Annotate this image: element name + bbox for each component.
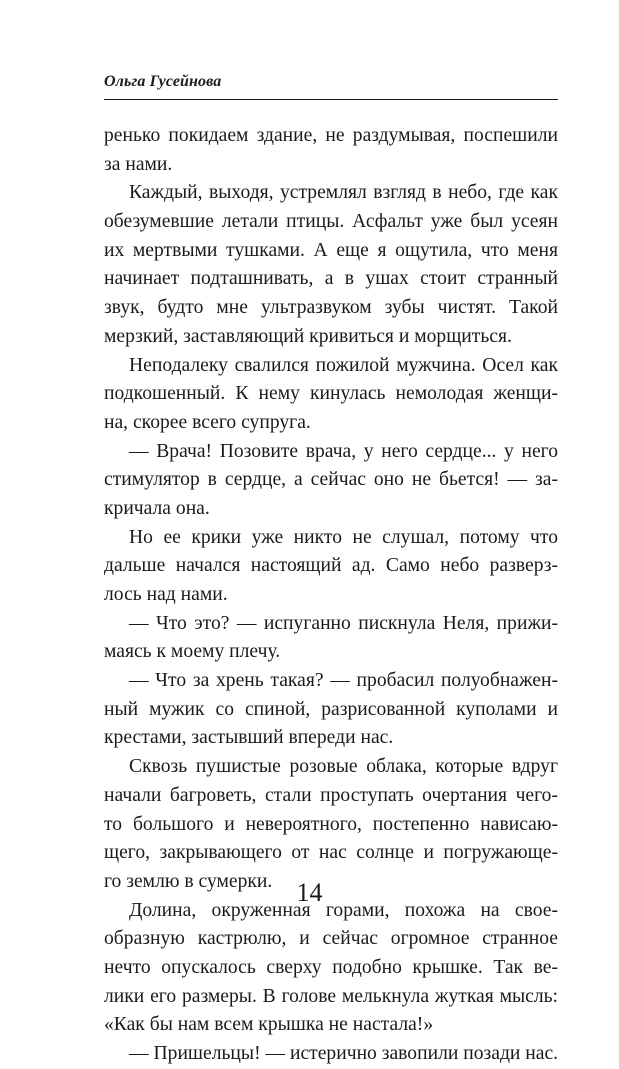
text-line: маясь к моему плечу.	[104, 641, 281, 663]
text-line: Каждый, выходя, устремлял взгляд в небо, где как	[129, 182, 558, 204]
text-line: мерзкий, заставляющий кривиться и морщиться.	[104, 325, 512, 347]
body-text	[104, 122, 558, 1069]
text-line: стимулятор в сердце, а сейчас оно не бьется! — за-	[104, 469, 558, 491]
text-line: образную кастрюлю, и сейчас огромное странное	[104, 928, 558, 950]
header-rule	[104, 99, 558, 100]
text-line: то большого и невероятного, постепенно нависаю-	[104, 813, 558, 835]
text-line: Неподалеку свалился пожилой мужчина. Осел как	[129, 354, 558, 376]
text-line: «Как бы нам всем крышка не настала!»	[104, 1014, 434, 1036]
text-line: обезумевшие летали птицы. Асфальт уже был усеян	[104, 211, 558, 233]
text-line: Но ее крики уже никто не слушал, потому что	[129, 526, 558, 548]
text-line: го землю в сумерки.	[104, 870, 273, 892]
running-title: Ольга Гусейнова	[104, 73, 222, 90]
text-line: подкошенный. К нему кинулась немолодая женщи-	[104, 383, 558, 405]
text-line: нечто опускалось сверху подобно крышке. Так ве-	[104, 956, 558, 978]
text-line: — Пришельцы! — истерично завопили позади нас.	[129, 1043, 559, 1064]
text-line: — Что это? — испуганно пискнула Неля, прижи-	[129, 612, 558, 634]
text-line: щего, закрывающего от нас солнце и погружающе-	[104, 842, 558, 864]
text-line: на, скорее всего супруга.	[104, 411, 311, 433]
text-line: звук, будто мне ультразвуком зубы чистят. Такой	[104, 297, 558, 319]
text-line: дальше начался настоящий ад. Само небо разверз-	[104, 555, 558, 577]
text-line: ный мужик со спиной, разрисованной куполами и	[104, 698, 558, 720]
text-line: за нами.	[104, 153, 173, 175]
text-line: — Врача! Позовите врача, у него сердце... у него	[129, 440, 558, 462]
text-line: лики его размеры. В голове мелькнула жуткая мысль:	[104, 985, 558, 1007]
text-line: ренько покидаем здание, не раздумывая, поспешили	[104, 125, 558, 146]
text-line: Долина, окруженная горами, похожа на свое-	[129, 899, 558, 921]
text-line: кричала она.	[104, 497, 210, 519]
page-number: 14	[296, 878, 323, 907]
text-line: — Что за хрень такая? — пробасил полуобнажен-	[129, 670, 558, 692]
text-line: крестами, застывший впереди нас.	[104, 727, 394, 749]
text-line: Сквозь пушистые розовые облака, которые вдруг	[129, 756, 558, 778]
text-line: начали багроветь, стали проступать очертания чего-	[104, 784, 558, 806]
text-line: начинает подташнивать, а в ушах стоит странный	[104, 268, 558, 290]
text-line: лось над нами.	[104, 584, 228, 605]
text-line: их мертвыми тушками. А еще я ощутила, что меня	[104, 239, 558, 261]
